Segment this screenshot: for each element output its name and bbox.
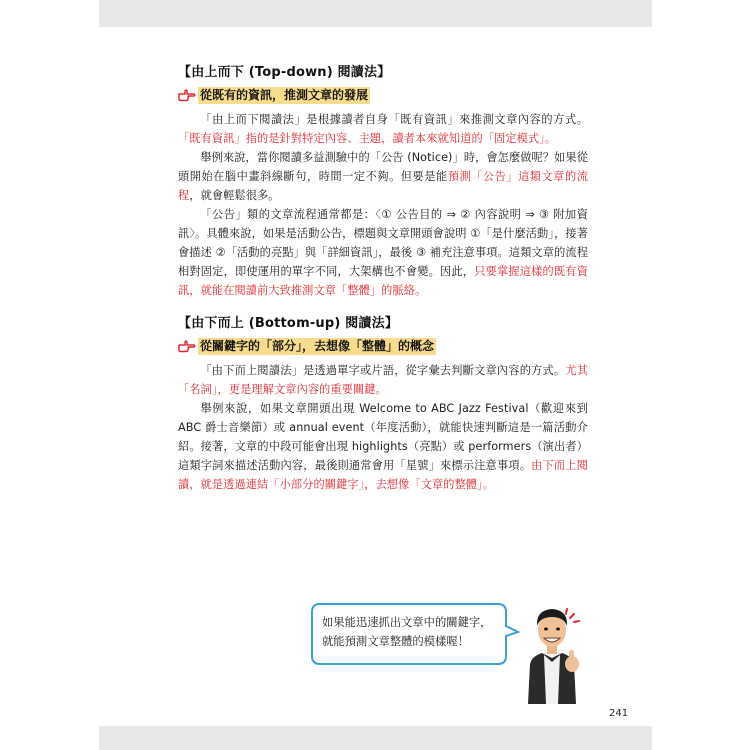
paragraph-segment-emphasis: 只要掌握這樣的既有資訊，就能在閱讀前大致推測文章「整體」的脈絡。 [178, 265, 588, 297]
top-gray-band [99, 0, 652, 27]
paragraph-segment: 「由上而下閱讀法」是根據讀者自身「既有資訊」來推測文章內容的方式。 [200, 113, 588, 126]
section-heading-bottom-up: 【由下而上 (Bottom-up) 閱讀法】 [178, 316, 399, 331]
speech-line: 如果能迅速抓出文章中的關鍵字， [322, 616, 492, 629]
paragraph-segment: 「公告」類的文章流程通常都是：〈① 公告目的 ⇒ ② 內容說明 ⇒ ③ 附加資訊〉。具體來說，如果是活動公告，標題與文章開頭會說明 ①「是什麼活動」，接著會描述 ②「活動的亮點」與「詳細資訊」，最後 ③ 補充注意事項。這類文章的流程相對固定，即使運用的單字不同，大架構也不會變。因此， [178, 208, 588, 278]
bottom-gray-band [99, 726, 652, 750]
section-heading-top-down: 【由上而下 (Top-down) 閱讀法】 [178, 65, 391, 80]
pointing-hand-icon [178, 88, 196, 102]
paragraph-definition [178, 361, 588, 399]
speech-line: 就能預測文章整體的模樣喔！ [322, 635, 469, 648]
paragraph-segment-emphasis: 預測「公告」這類文章的流程 [178, 170, 588, 202]
paragraph-notice-flow [178, 205, 588, 300]
page-content [178, 62, 588, 494]
speech-bubble-text [322, 613, 512, 651]
speech-bubble [308, 602, 518, 666]
pointing-hand-icon [178, 339, 196, 353]
paragraph-segment-emphasis: 「既有資訊」指的是針對特定內容、主題，讀者本來就知道的「固定模式」。 [178, 132, 557, 145]
paragraph-segment-emphasis: 由下而上閱讀，就是透過連結「小部分的關鍵字」，去想像「文章的整體」。 [178, 459, 588, 491]
page-number: 241 [609, 708, 629, 719]
paragraph-segment-emphasis: 尤其「名詞」，更是理解文章內容的重要關鍵。 [178, 364, 589, 396]
paragraph-definition [178, 110, 588, 148]
teacher-illustration [522, 600, 582, 704]
paragraph-segment: 「由下而上閱讀法」是透過單字或片語，從字彙去判斷文章內容的方式。 [200, 364, 566, 377]
subheading-text: 從既有的資訊，推測文章的發展 [200, 87, 369, 102]
paragraph-example [178, 399, 588, 494]
subheading-bottom-up [178, 336, 588, 356]
paragraph-segment: 舉例來說，如果文章開頭出現 Welcome to ABC Jazz Festival（歡迎來到 ABC 爵士音樂節）或 annual event（年度活動），就能快速判斷這是一篇活動介紹。接著，文章的中段可能會出現 highlights（亮點）或 performers（演出者）這類字詞來描述活動內容，最後則通常會用「星號」來標示注意事項。 [178, 402, 588, 472]
paragraph-example [178, 148, 588, 205]
paragraph-segment: 舉例來說，當你閱讀多益測驗中的「公告 (Notice)」時，會怎麼做呢？如果從頭開始在腦中畫斜線斷句，時間一定不夠。但要是能 [178, 151, 588, 183]
paragraph-segment: ，就會輕鬆很多。 [189, 189, 280, 202]
subheading-text: 從關鍵字的「部分」，去想像「整體」的概念 [200, 338, 435, 353]
subheading-top-down [178, 85, 588, 105]
